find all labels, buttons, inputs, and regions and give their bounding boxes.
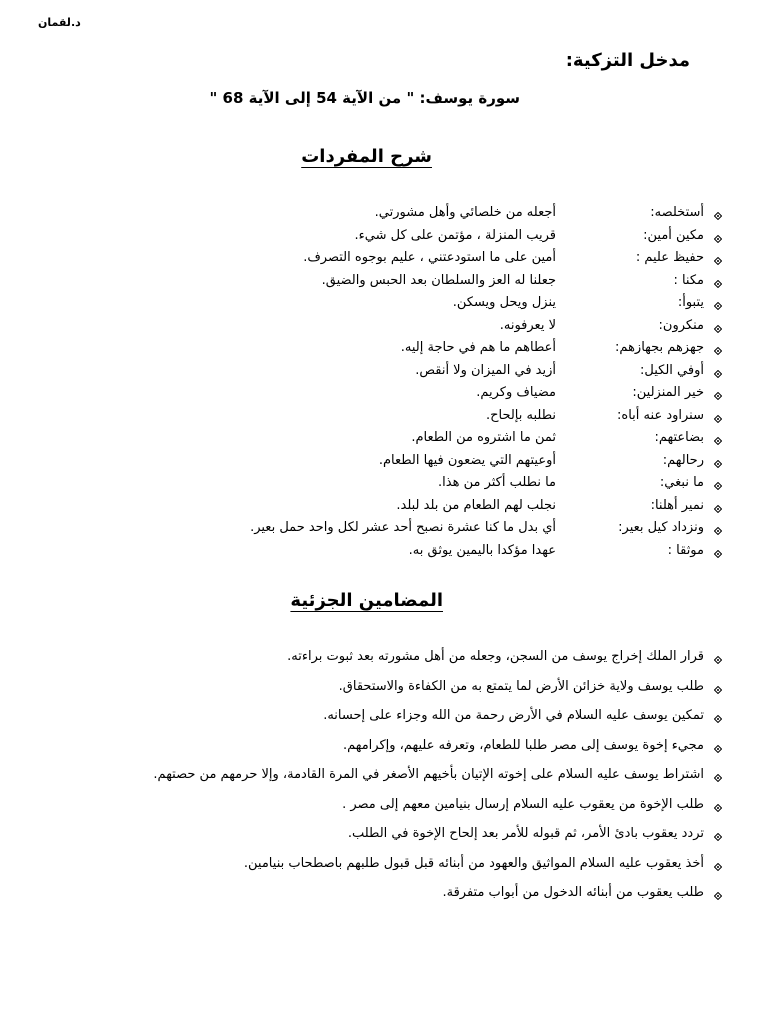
vocabulary-meaning: جعلنا له العز والسلطان بعد الحبس والضيق. [321, 272, 556, 288]
theme-item [0, 707, 768, 737]
diamond-bullet-icon [714, 392, 722, 403]
surah-subtitle: سورة يوسف: " من الآية 54 إلى الآية 68 " [209, 89, 520, 107]
theme-item [0, 766, 768, 796]
diamond-bullet-icon [714, 715, 722, 726]
diamond-bullet-icon [714, 235, 722, 246]
diamond-bullet-icon [714, 482, 722, 493]
theme-item [0, 884, 768, 914]
vocabulary-item [0, 204, 768, 226]
vocabulary-term: جهزهم بجهازهم: [615, 340, 704, 355]
vocabulary-term: سنراود عنه أباه: [617, 407, 704, 423]
vocabulary-meaning: أزيد في الميزان ولا أنقص. [415, 362, 556, 378]
vocabulary-meaning: نطلبه بإلحاح. [485, 407, 556, 423]
vocabulary-item [0, 452, 768, 474]
vocabulary-item [0, 384, 768, 406]
theme-text: تردد يعقوب بادئ الأمر، ثم قبوله للأمر بعد إلحاح الإخوة في الطلب. [347, 826, 704, 841]
vocabulary-meaning: أجعله من خلصائي وأهل مشورتي. [374, 205, 556, 220]
vocabulary-term: يتبوأ: [677, 295, 704, 310]
vocabulary-meaning: مضياف وكريم. [476, 385, 556, 400]
vocabulary-term: رحالهم: [662, 452, 704, 468]
diamond-bullet-icon [714, 833, 722, 844]
vocabulary-meaning: أمين على ما استودعتني ، عليم بوجوه التصرف. [303, 250, 556, 265]
theme-text: اشتراط يوسف عليه السلام على إخوته الإتيان بأخيهم الأصغر في المرة القادمة، وإلا حرمهم من حصتهم. [153, 767, 704, 782]
diamond-bullet-icon [714, 804, 722, 815]
diamond-bullet-icon [714, 863, 722, 874]
diamond-bullet-icon [714, 550, 722, 561]
themes-section-title: المضامين الجزئية [290, 590, 443, 611]
vocabulary-term: مكين أمين: [643, 227, 704, 243]
diamond-bullet-icon [714, 325, 722, 336]
vocabulary-item [0, 317, 768, 339]
author-name: د.لقمان [38, 16, 81, 29]
theme-item [0, 648, 768, 678]
diamond-bullet-icon [714, 347, 722, 358]
vocabulary-item [0, 249, 768, 271]
theme-text: طلب الإخوة من يعقوب عليه السلام إرسال بنيامين معهم إلى مصر . [342, 796, 704, 812]
diamond-bullet-icon [714, 415, 722, 426]
vocabulary-item [0, 474, 768, 496]
vocabulary-meaning: أوعيتهم التي يضعون فيها الطعام. [378, 452, 556, 468]
vocabulary-item [0, 407, 768, 429]
diamond-bullet-icon [714, 527, 722, 538]
vocabulary-meaning: عهدا مؤكدا باليمين يوثق به. [408, 542, 556, 558]
diamond-bullet-icon [714, 460, 722, 471]
vocabulary-term: حفيظ عليم : [635, 250, 704, 265]
vocabulary-section-title: شرح المفردات [301, 146, 432, 167]
vocabulary-meaning: أي بدل ما كنا عشرة نصبح أحد عشر لكل واحد حمل بعير. [250, 520, 556, 535]
vocabulary-meaning: قريب المنزلة ، مؤتمن على كل شيء. [354, 227, 556, 243]
diamond-bullet-icon [714, 212, 722, 223]
diamond-bullet-icon [714, 745, 722, 756]
theme-item [0, 737, 768, 767]
theme-text: أخذ يعقوب عليه السلام المواثيق والعهود من أبنائه قبل قبول طلبهم باصطحاب بنيامين. [243, 855, 704, 871]
theme-item [0, 678, 768, 708]
diamond-bullet-icon [714, 302, 722, 313]
theme-text: قرار الملك إخراج يوسف من السجن، وجعله من أهل مشورته بعد ثبوت براءته. [287, 649, 704, 664]
vocabulary-term: ما نبغي: [659, 475, 704, 490]
diamond-bullet-icon [714, 774, 722, 785]
page-title: مدخل التزكية: [565, 50, 690, 71]
vocabulary-term: أستخلصه: [650, 205, 704, 220]
diamond-bullet-icon [714, 686, 722, 697]
vocabulary-item [0, 497, 768, 519]
vocabulary-term: خير المنزلين: [632, 385, 704, 400]
vocabulary-term: أوفي الكيل: [640, 362, 704, 378]
vocabulary-item [0, 429, 768, 451]
vocabulary-item [0, 272, 768, 294]
diamond-bullet-icon [714, 257, 722, 268]
vocabulary-item [0, 542, 768, 564]
theme-text: تمكين يوسف عليه السلام في الأرض رحمة من الله وجزاء على إحسانه. [323, 708, 704, 723]
diamond-bullet-icon [714, 656, 722, 667]
vocabulary-meaning: نجلب لهم الطعام من بلد لبلد. [396, 497, 556, 513]
diamond-bullet-icon [714, 280, 722, 291]
vocabulary-term: منكرون: [658, 317, 704, 333]
diamond-bullet-icon [714, 892, 722, 903]
vocabulary-meaning: أعطاهم ما هم في حاجة إليه. [400, 340, 556, 355]
vocabulary-meaning: ما نطلب أكثر من هذا. [438, 475, 556, 490]
vocabulary-meaning: ينزل ويحل ويسكن. [452, 295, 556, 310]
theme-text: مجيء إخوة يوسف إلى مصر طلبا للطعام، وتعرفه عليهم، وإكرامهم. [342, 737, 704, 753]
vocabulary-meaning: لا يعرفونه. [499, 317, 556, 333]
vocabulary-item [0, 519, 768, 541]
vocabulary-item [0, 362, 768, 384]
vocabulary-item [0, 294, 768, 316]
diamond-bullet-icon [714, 370, 722, 381]
vocabulary-item [0, 227, 768, 249]
vocabulary-term: بضاعتهم: [654, 430, 704, 445]
theme-text: طلب يوسف ولاية خزائن الأرض لما يتمتع به من الكفاءة والاستحقاق. [338, 678, 704, 694]
vocabulary-term: مكنا : [673, 272, 704, 288]
theme-item [0, 796, 768, 826]
diamond-bullet-icon [714, 505, 722, 516]
vocabulary-item [0, 339, 768, 361]
theme-item [0, 825, 768, 855]
theme-item [0, 855, 768, 885]
vocabulary-term: ونزداد كيل بعير: [618, 520, 704, 535]
vocabulary-meaning: ثمن ما اشتروه من الطعام. [411, 430, 556, 445]
vocabulary-term: موثقا : [667, 542, 704, 558]
diamond-bullet-icon [714, 437, 722, 448]
vocabulary-term: نمير أهلنا: [650, 497, 704, 513]
theme-text: طلب يعقوب من أبنائه الدخول من أبواب متفرقة. [442, 885, 704, 900]
